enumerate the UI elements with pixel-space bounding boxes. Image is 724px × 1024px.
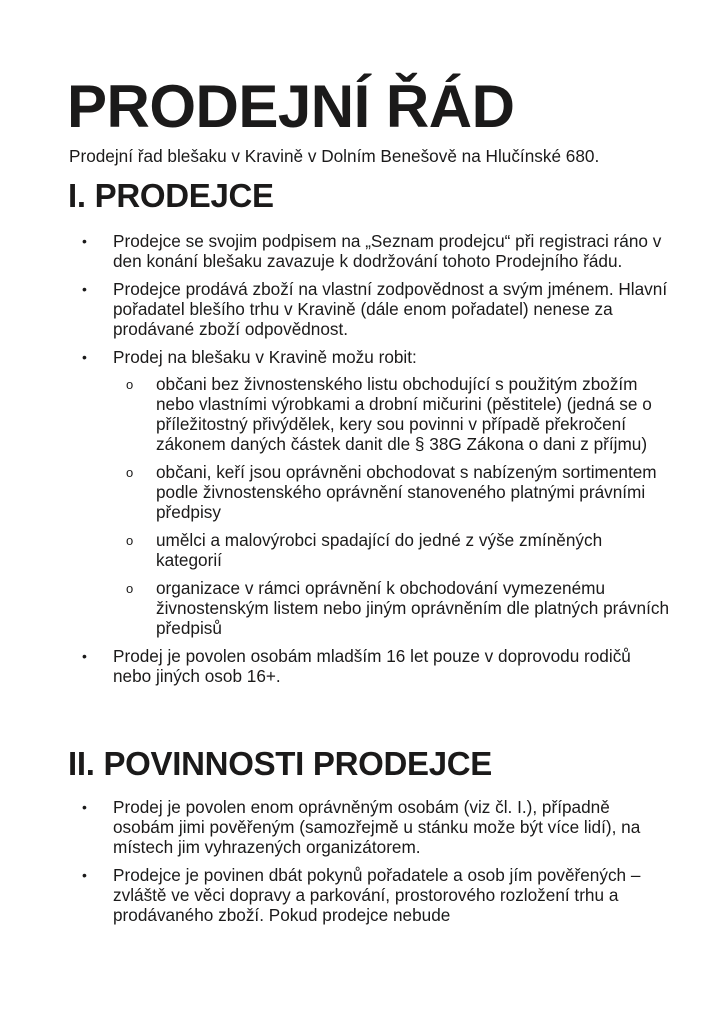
list-item [69, 797, 669, 857]
hollow-bullet-icon: o [126, 533, 134, 548]
list-item [69, 865, 669, 925]
hollow-bullet-icon: o [126, 581, 134, 596]
hollow-bullet-icon: o [126, 465, 134, 480]
list-item-text: Prodejce prodává zboží na vlastní zodpovědnost a svým jménem. Hlavní pořadatel blešího trhu v Kravině (dále enom pořadatel) nenese za prodávané zboží odpovědnost. [113, 279, 668, 339]
list-item-text: Prodej je povolen osobám mladším 16 let pouze v doprovodu rodičů nebo jiných osob 16+. [113, 646, 631, 686]
bullet-icon: • [82, 648, 87, 664]
list-item-text: Prodej na blešaku v Kravině možu robit: [113, 347, 417, 367]
sub-list [113, 374, 669, 638]
hollow-bullet-icon: o [126, 377, 134, 392]
bullet-icon: • [82, 349, 87, 365]
sub-list-item [113, 462, 669, 522]
sub-list-item-text: občani bez živnostenského listu obchodující s použitým zbožím nebo vlastními výrobkami a drobní mičurini (pěstitele) (jedná se o příležitostný přivýdělek, kery sou povinni v případě překročení zákonem daných částek danit dle § 38G Zákona o dani z příjmu) [156, 374, 652, 454]
list-item-text: Prodej je povolen enom oprávněným osobám (viz čl. I.), případně osobám jimi pověřeným (samozřejmě u stánku može být více lidí), na místech jim vyhrazených organizátorem. [113, 797, 641, 857]
list-item [69, 646, 669, 686]
sub-list-item [113, 578, 669, 638]
list-item [69, 347, 669, 638]
bullet-icon: • [82, 233, 87, 249]
list-item [69, 279, 669, 339]
list-item [69, 231, 669, 271]
section-heading-prodejce: I. PRODEJCE [68, 177, 274, 214]
document-subtitle: Prodejní řad blešaku v Kravině v Dolním Benešově na Hlučínské 680. [69, 146, 600, 166]
document-title: PRODEJNÍ ŘÁD [67, 73, 515, 140]
sub-list-item [113, 530, 669, 570]
bullet-icon: • [82, 281, 87, 297]
section-list-prodejce [69, 231, 669, 694]
section-heading-povinnosti-prodejce: II. POVINNOSTI PRODEJCE [68, 745, 493, 782]
sub-list-item-text: umělci a malovýrobci spadající do jedné z výše zmíněných kategorií [156, 530, 603, 570]
section-list-povinnosti-prodejce [69, 797, 669, 933]
bullet-icon: • [82, 799, 87, 815]
sub-list-item [113, 374, 669, 454]
bullet-icon: • [82, 867, 87, 883]
sub-list-item-text: organizace v rámci oprávnění k obchodování vymezenému živnostenským listem nebo jiným oprávněním dle platných právních předpisů [156, 578, 669, 638]
sub-list-item-text: občani, keří jsou oprávněni obchodovat s nabízeným sortimentem podle živnostenského oprávnění stanoveného platnými právními předpisy [156, 462, 657, 522]
list-item-text: Prodejce je povinen dbát pokynů pořadatele a osob jím pověřených – zvláště ve věci dopravy a parkování, prostorového rozložení trhu a prodávaného zboží. Pokud prodejce nebude [113, 865, 641, 925]
list-item-text: Prodejce se svojim podpisem na „Seznam prodejcu“ při registraci ráno v den konání blešaku zavazuje k dodržování tohoto Prodejního řádu. [113, 231, 662, 271]
